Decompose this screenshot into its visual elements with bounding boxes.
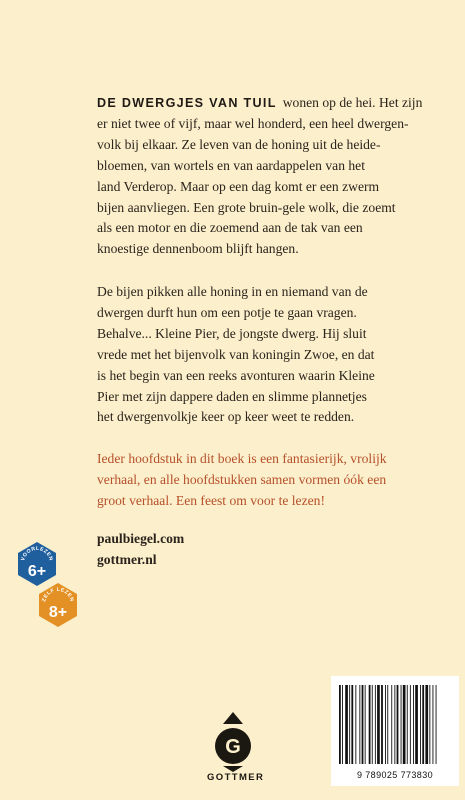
barcode-bar	[345, 685, 348, 764]
barcode-bar	[410, 685, 411, 764]
blurb-line: Pier met zijn dappere daden en slimme plannetjes	[97, 388, 367, 404]
blurb-line: vrede met het bijenvolk van koningin Zwoe, en dat	[97, 346, 375, 362]
barcode-bar	[342, 685, 343, 764]
barcode-bar	[381, 685, 383, 764]
barcode-bar	[436, 685, 437, 764]
blurb-line: DE DWERGJES VAN TUIL wonen op de hei. Het zijn	[97, 95, 423, 110]
blurb-line: bloemen, van wortels en van aardappelen van het	[97, 157, 365, 173]
barcode-bar	[407, 685, 408, 764]
barcode-bar	[422, 685, 424, 764]
barcode-bar	[420, 685, 421, 764]
blurb-line: verhaal, en alle hoofdstukken samen vormen óók een	[97, 471, 387, 487]
badge-self-read-label: ZELF LEZEN	[41, 586, 75, 603]
blurb-line: Behalve... Kleine Pier, de jongste dwerg. Hij sluit	[97, 325, 367, 341]
barcode-bar	[394, 685, 395, 764]
barcode-bar	[401, 685, 402, 764]
blurb-line: als een motor en die zoemend aan de tak van een	[97, 220, 363, 236]
publisher-logo	[207, 712, 265, 783]
barcode-bar	[387, 685, 388, 764]
blurb-paragraph-2	[97, 282, 409, 428]
logo-letter: G	[225, 736, 241, 758]
blurb-line: is het begin van een reeks avonturen waarin Kleine	[97, 367, 375, 383]
website-link-publisher[interactable]: gottmer.nl	[97, 551, 157, 567]
age-badge-read-aloud	[16, 541, 58, 587]
barcode-bar	[385, 685, 386, 764]
barcode-bar	[377, 685, 380, 764]
barcode-bar	[403, 685, 406, 764]
badge-self-read-age: 8+	[48, 604, 68, 621]
blurb-line: er niet twee of vijf, maar wel honderd, een heel dwergen-	[97, 115, 409, 131]
publisher-name: GOTTMER	[207, 772, 265, 783]
barcode-bar	[413, 685, 414, 764]
blurb-line: De bijen pikken alle honing in en niemand van de	[97, 284, 368, 299]
barcode-bar	[425, 685, 428, 764]
age-badge-self-read	[37, 582, 79, 628]
blurb-line: knoestige dennenboom blijft hangen.	[97, 241, 299, 257]
website-link-author[interactable]: paulbiegel.com	[97, 531, 185, 546]
website-links	[97, 529, 184, 571]
barcode-bar	[339, 685, 341, 764]
barcode-bar	[369, 685, 371, 764]
barcode-bar	[375, 685, 376, 764]
barcode-bar	[415, 685, 418, 764]
logo-top-triangle	[223, 712, 243, 724]
blurb-paragraph-1	[97, 93, 423, 260]
blurb-line: bijen aanvliegen. Een grote bruin-gele wolk, die zoemt	[97, 199, 396, 215]
blurb-line: groot verhaal. Een feest om voor te lezen!	[97, 492, 325, 508]
barcode-bar	[397, 685, 399, 764]
barcode-bar	[365, 685, 366, 764]
blurb-highlight-paragraph	[97, 449, 409, 512]
barcode-bars	[339, 685, 451, 764]
blurb-line: het dwergenvolkje keer op keer weet te redden.	[97, 409, 355, 425]
blurb-line: land Verderop. Maar op een dag komt er een zwerm	[97, 178, 380, 194]
barcode-bar	[355, 685, 356, 764]
barcode-bar	[391, 685, 392, 764]
isbn-number: 9 789025 773830	[356, 770, 434, 780]
book-title-lead: DE DWERGJES VAN TUIL	[97, 96, 277, 110]
blurb-line: dwergen durft hun om een potje te gaan vragen.	[97, 304, 357, 320]
barcode-bar	[351, 685, 353, 764]
barcode-bar	[372, 685, 373, 764]
barcode-bar	[429, 685, 430, 764]
badge-read-aloud-age: 6+	[27, 563, 47, 580]
isbn-barcode	[331, 676, 459, 786]
badge-read-aloud-label: VOORLEZEN	[20, 545, 54, 562]
barcode-bar	[433, 685, 434, 764]
barcode-bar	[349, 685, 350, 764]
barcode-bar	[359, 685, 360, 764]
blurb-line: volk bij elkaar. Ze leven van de honing uit de heide-	[97, 136, 381, 152]
blurb-line: Ieder hoofdstuk in dit boek is een fantasierijk, vrolijk	[97, 451, 387, 466]
barcode-bar	[362, 685, 364, 764]
